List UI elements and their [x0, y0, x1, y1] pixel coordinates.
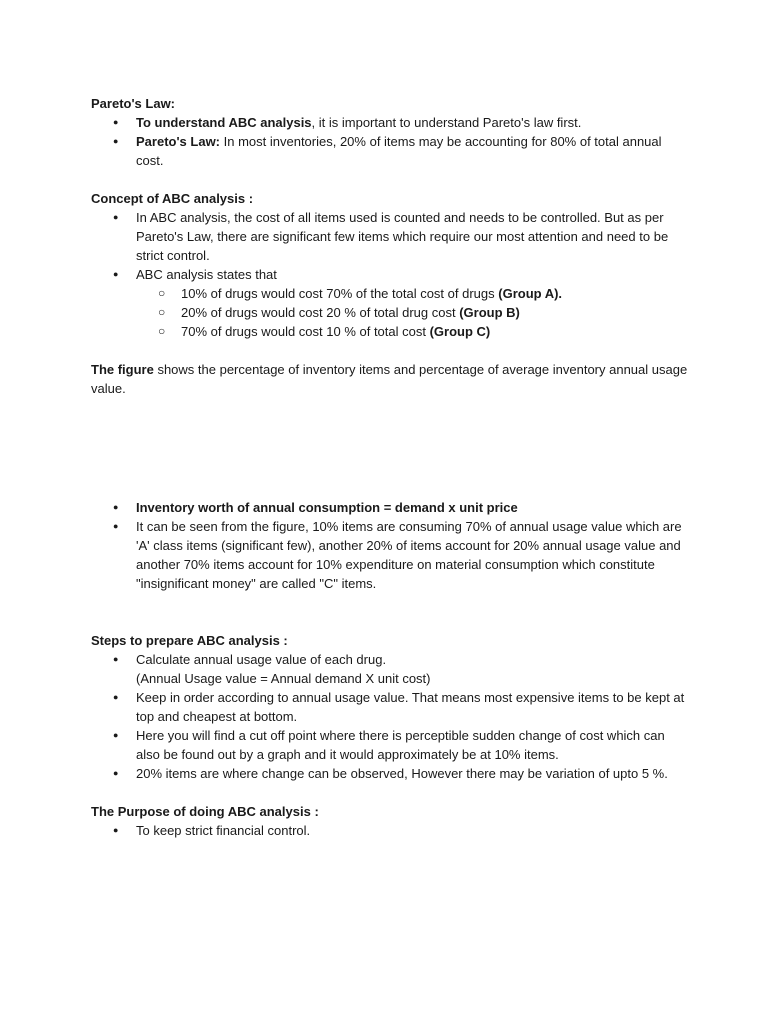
concept-section: [91, 189, 691, 341]
group-a-label: (Group A).: [498, 286, 563, 301]
bold-text: To understand ABC analysis: [136, 115, 312, 130]
list-item: ● Here you will find a cut off point where there is perceptible sudden change of cost which can also be found out by a graph and it would approximately be at 10% items.: [91, 726, 691, 764]
item-text: (Annual Usage value = Annual demand X unit cost): [136, 671, 431, 686]
document-page: [91, 94, 691, 840]
sublist-item: [136, 284, 691, 303]
list-item: ● It can be seen from the figure, 10% items are consuming 70% of annual usage value which are 'A' class items (significant few), another 20% of items account for 20% annual usage value and another 70% items account for 10% expenditure on material consumption which constitute "insignificant money" are called "C" items.: [91, 517, 691, 593]
pareto-heading: Pareto's Law:: [91, 96, 176, 111]
item-text: , it is important to understand Pareto's law first.: [311, 115, 582, 130]
group-c-label: (Group C): [429, 324, 491, 339]
pareto-section: [91, 94, 691, 170]
bold-text: Inventory worth of annual consumption = demand x unit price: [136, 500, 518, 515]
inventory-list: [91, 498, 691, 593]
bold-text: The figure: [91, 362, 154, 377]
item-text: 20% of drugs would cost 20 % of total drug cost: [181, 305, 460, 320]
item-text: 70% of drugs would cost 10 % of total cost: [181, 324, 430, 339]
item-text: ABC analysis states that: [136, 267, 277, 282]
steps-list: [91, 650, 691, 783]
figure-paragraph: [91, 360, 691, 398]
pareto-list: [91, 113, 691, 170]
purpose-list: [91, 821, 691, 840]
purpose-section: [91, 802, 691, 840]
list-item: [91, 265, 691, 341]
paragraph-text: shows the percentage of inventory items and percentage of average inventory annual usage value.: [91, 362, 688, 396]
bold-text: Pareto's Law:: [136, 134, 221, 149]
list-item: ● Keep in order according to annual usage value. That means most expensive items to be kept at top and cheapest at bottom.: [91, 688, 691, 726]
item-text: Calculate annual usage value of each drug.: [136, 652, 387, 667]
list-item: [91, 498, 691, 517]
item-text: 10% of drugs would cost 70% of the total cost of drugs: [181, 286, 499, 301]
item-text: In most inventories, 20% of items may be accounting for 80% of total annual cost.: [136, 134, 662, 168]
list-item: [91, 132, 691, 170]
list-item: ● To keep strict financial control.: [91, 821, 691, 840]
group-b-label: (Group B): [459, 305, 520, 320]
sublist-item: [136, 322, 691, 341]
sublist-item: [136, 303, 691, 322]
list-item: ● In ABC analysis, the cost of all items used is counted and needs to be controlled. But as per Pareto's Law, there are significant few items which require our most attention and need to be strict control.: [91, 208, 691, 265]
purpose-heading: The Purpose of doing ABC analysis :: [91, 804, 319, 819]
concept-list: [91, 208, 691, 341]
list-item: ● 20% items are where change can be observed, However there may be variation of upto 5 %.: [91, 764, 691, 783]
group-sublist: [136, 284, 691, 341]
figure-placeholder: [91, 398, 691, 498]
concept-heading: Concept of ABC analysis :: [91, 191, 254, 206]
list-item: [91, 113, 691, 132]
steps-section: [91, 631, 691, 783]
steps-heading: Steps to prepare ABC analysis :: [91, 633, 288, 648]
list-item: [91, 650, 691, 688]
